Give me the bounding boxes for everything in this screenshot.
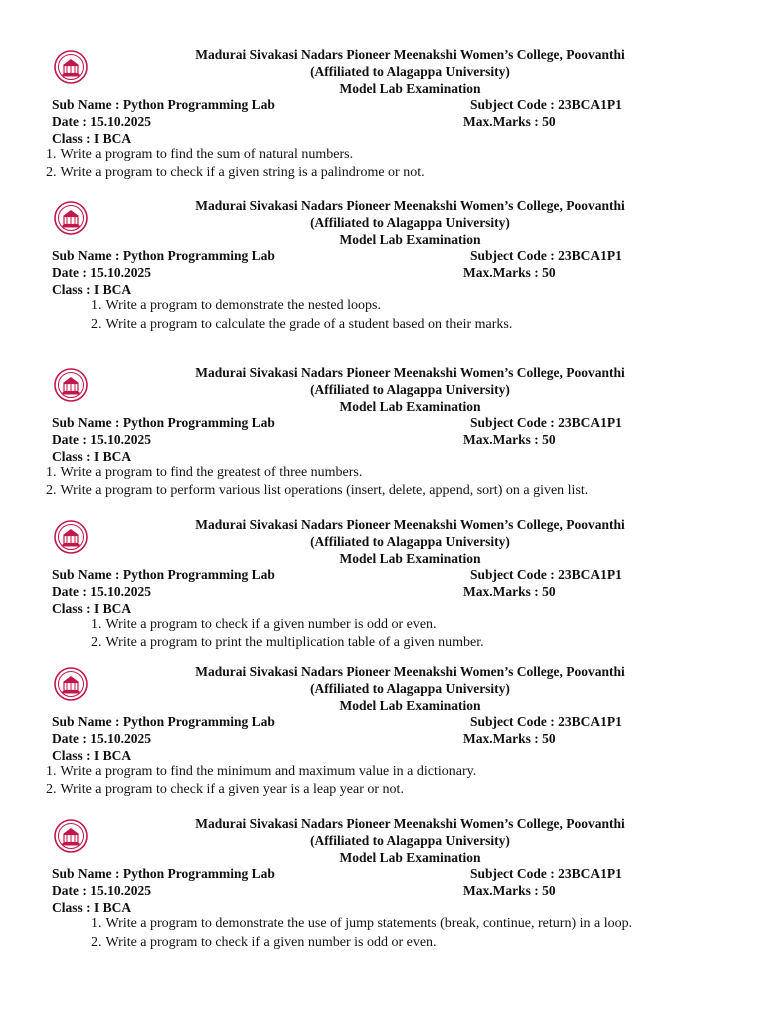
exam-title: Model Lab Examination (339, 81, 481, 96)
question-number: 1. (46, 147, 57, 162)
exam-date: Date : 15.10.2025 (52, 883, 151, 898)
question-text: Write a program to check if a given number is odd or even. (105, 935, 437, 950)
question-number: 2. (91, 317, 102, 332)
question-item (91, 316, 512, 333)
question-item (91, 297, 381, 314)
class-name: Class : I BCA (52, 601, 132, 616)
class-name: Class : I BCA (52, 748, 132, 763)
class-name: Class : I BCA (52, 131, 132, 146)
exam-date: Date : 15.10.2025 (52, 584, 151, 599)
question-item (91, 616, 437, 633)
question-item (46, 763, 476, 780)
exam-title: Model Lab Examination (339, 399, 481, 414)
class-name: Class : I BCA (52, 282, 132, 297)
college-name: Madurai Sivakasi Nadars Pioneer Meenakshi Women’s College, Poovanthi (195, 816, 625, 831)
question-number: 2. (91, 635, 102, 650)
question-item (46, 146, 353, 163)
college-name: Madurai Sivakasi Nadars Pioneer Meenakshi Women’s College, Poovanthi (195, 517, 625, 532)
question-number: 2. (46, 165, 57, 180)
question-item (46, 464, 362, 481)
college-name: Madurai Sivakasi Nadars Pioneer Meenakshi Women’s College, Poovanthi (195, 365, 625, 380)
subject-code: Subject Code : 23BCA1P1 (470, 248, 622, 263)
college-name: Madurai Sivakasi Nadars Pioneer Meenakshi Women’s College, Poovanthi (195, 198, 625, 213)
subject-name: Sub Name : Python Programming Lab (52, 714, 275, 729)
exam-slip (0, 198, 768, 358)
max-marks: Max.Marks : 50 (463, 432, 556, 447)
max-marks: Max.Marks : 50 (463, 265, 556, 280)
exam-slip (0, 816, 768, 976)
college-emblem-icon (54, 819, 88, 853)
max-marks: Max.Marks : 50 (463, 114, 556, 129)
subject-code: Subject Code : 23BCA1P1 (470, 866, 622, 881)
college-affiliation: (Affiliated to Alagappa University) (310, 64, 510, 79)
college-affiliation: (Affiliated to Alagappa University) (310, 382, 510, 397)
subject-name: Sub Name : Python Programming Lab (52, 866, 275, 881)
subject-name: Sub Name : Python Programming Lab (52, 567, 275, 582)
class-name: Class : I BCA (52, 449, 132, 464)
college-name: Madurai Sivakasi Nadars Pioneer Meenakshi Women’s College, Poovanthi (195, 47, 625, 62)
question-number: 1. (91, 916, 102, 931)
question-text: Write a program to check if a given string is a palindrome or not. (60, 165, 425, 180)
question-number: 1. (91, 617, 102, 632)
college-emblem-icon (54, 520, 88, 554)
question-number: 2. (91, 935, 102, 950)
exam-title: Model Lab Examination (339, 551, 481, 566)
subject-name: Sub Name : Python Programming Lab (52, 415, 275, 430)
question-text: Write a program to find the greatest of three numbers. (60, 465, 363, 480)
question-text: Write a program to print the multiplication table of a given number. (105, 635, 484, 650)
subject-code: Subject Code : 23BCA1P1 (470, 714, 622, 729)
class-name: Class : I BCA (52, 900, 132, 915)
question-item (91, 934, 437, 951)
exam-slip (0, 365, 768, 525)
question-item (91, 915, 632, 932)
exam-slip (0, 664, 768, 824)
question-text: Write a program to check if a given year is a leap year or not. (60, 782, 404, 797)
question-text: Write a program to demonstrate the nested loops. (105, 298, 381, 313)
question-item (46, 164, 425, 181)
question-number: 2. (46, 782, 57, 797)
subject-code: Subject Code : 23BCA1P1 (470, 97, 622, 112)
college-name: Madurai Sivakasi Nadars Pioneer Meenakshi Women’s College, Poovanthi (195, 664, 625, 679)
college-affiliation: (Affiliated to Alagappa University) (310, 534, 510, 549)
question-text: Write a program to find the sum of natural numbers. (60, 147, 354, 162)
exam-date: Date : 15.10.2025 (52, 432, 151, 447)
subject-name: Sub Name : Python Programming Lab (52, 248, 275, 263)
question-item (46, 482, 588, 499)
question-text: Write a program to check if a given number is odd or even. (105, 617, 437, 632)
question-number: 1. (46, 465, 57, 480)
max-marks: Max.Marks : 50 (463, 883, 556, 898)
college-affiliation: (Affiliated to Alagappa University) (310, 215, 510, 230)
college-emblem-icon (54, 667, 88, 701)
question-number: 1. (91, 298, 102, 313)
subject-name: Sub Name : Python Programming Lab (52, 97, 275, 112)
exam-date: Date : 15.10.2025 (52, 265, 151, 280)
exam-date: Date : 15.10.2025 (52, 731, 151, 746)
college-emblem-icon (54, 201, 88, 235)
college-emblem-icon (54, 368, 88, 402)
exam-title: Model Lab Examination (339, 232, 481, 247)
college-emblem-icon (54, 50, 88, 84)
exam-slip (0, 517, 768, 677)
exam-title: Model Lab Examination (339, 698, 481, 713)
exam-date: Date : 15.10.2025 (52, 114, 151, 129)
max-marks: Max.Marks : 50 (463, 731, 556, 746)
college-affiliation: (Affiliated to Alagappa University) (310, 681, 510, 696)
question-item (91, 634, 484, 651)
question-item (46, 781, 404, 798)
subject-code: Subject Code : 23BCA1P1 (470, 415, 622, 430)
college-affiliation: (Affiliated to Alagappa University) (310, 833, 510, 848)
subject-code: Subject Code : 23BCA1P1 (470, 567, 622, 582)
exam-slip (0, 47, 768, 207)
question-text: Write a program to calculate the grade of a student based on their marks. (105, 317, 513, 332)
question-text: Write a program to perform various list operations (insert, delete, append, sort) on a given list. (60, 483, 589, 498)
exam-title: Model Lab Examination (339, 850, 481, 865)
question-text: Write a program to demonstrate the use of jump statements (break, continue, return) in a loop. (105, 916, 633, 931)
question-text: Write a program to find the minimum and maximum value in a dictionary. (60, 764, 477, 779)
question-number: 1. (46, 764, 57, 779)
max-marks: Max.Marks : 50 (463, 584, 556, 599)
question-number: 2. (46, 483, 57, 498)
